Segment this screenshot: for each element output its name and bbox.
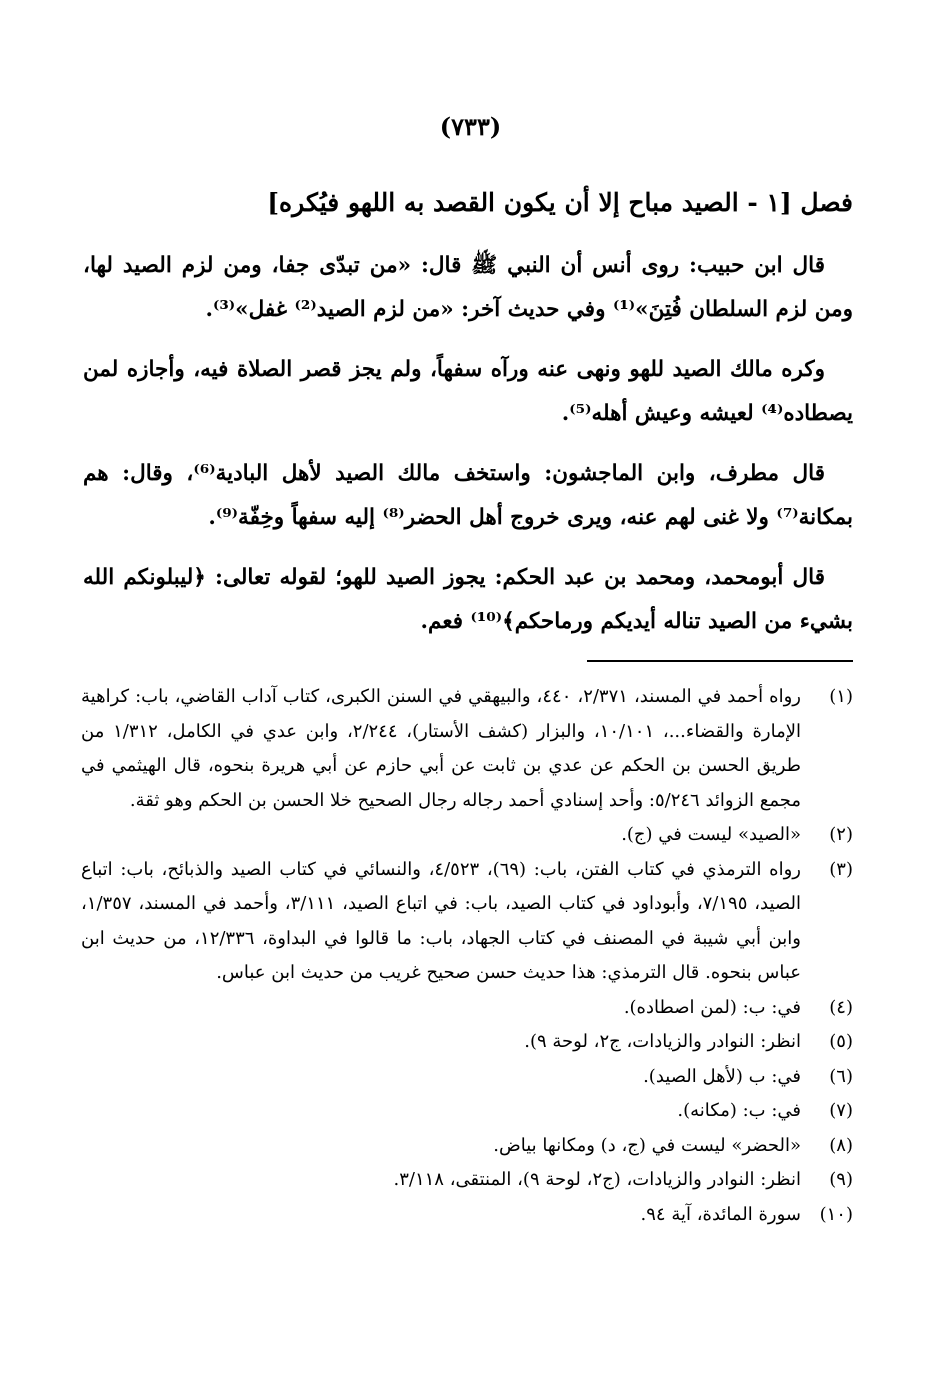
footnote-number: (٤)	[829, 996, 853, 1018]
footnote-text: رواه الترمذي في كتاب الفتن، باب: (٦٩)، ٤/٥٢٣، والنسائي في كتاب الصيد والذبائح، باب: اتباع الصيد، ٧/١٩٥، وأبوداود في كتاب الصيد، باب: في اتباع الصيد، ٣/١١١، وأحمد في المسند، ١/٣٥٧، وابن أبي شيبة في المصنف في كتاب الجهاد، باب: ما قالوا في البداوة، ١٢/٣٣٦، من حديث ابن عباس بنحوه. قال الترمذي: هذا حديث حسن صحيح غريب من حديث ابن عباس.	[81, 858, 801, 983]
footnote	[81, 1060, 853, 1095]
footnote-text: في: ب: (مكانه).	[677, 1100, 801, 1121]
footnote-number: (٥)	[829, 1031, 853, 1052]
footnote-text: سورة المائدة، آية ٩٤.	[640, 1203, 801, 1225]
footnote-number: (٣)	[829, 858, 853, 880]
footnote	[81, 1163, 853, 1198]
footnote-text: في: ب (لأهل الصيد).	[643, 1065, 801, 1087]
footnote-text: رواه أحمد في المسند، ٢/٣٧١، ٤٤٠، والبيهقي في السنن الكبرى، كتاب آداب القاضي، باب: كراهية الإمارة والقضاء...، ١٠/١٠١، والبزار (كشف الأستار)، ٢/٢٤٤، وابن عدي في الكامل، ١/٣١٢ من طريق الحسن بن الحكم عن عدي بن ثابت عن أبي حازم عن أبي هريرة بنحوه، قال الهيثمي في مجمع الزوائد ٥/٢٤٦: وأحد إسنادي أحمد رجاله رجال الصحيح خلا الحسن بن الحكم وهو ثقة.	[81, 686, 802, 811]
paragraph: قال مطرف، وابن الماجشون: واستخف مالك الصيد لأهل البادية⁽⁶⁾، وقال: هم بمكانة⁽⁷⁾ ولا غنى لهم عنه، ويرى خروج أهل الحضر⁽⁸⁾ إليه سفهاً وخِفّة⁽⁹⁾.	[83, 461, 853, 530]
footnote	[81, 1198, 853, 1233]
footnote-number: (٩)	[829, 1169, 853, 1190]
footnote	[81, 680, 853, 818]
footnote-number: (٨)	[829, 1134, 853, 1156]
footnotes	[81, 680, 853, 1232]
page-number: (٧٣٣)	[439, 112, 502, 141]
section-heading: فصل [١ - الصيد مباح إلا أن يكون القصد به اللهو فيُكره]	[267, 188, 853, 217]
footnote	[81, 991, 853, 1026]
paragraph: قال ابن حبيب: روى أنس أن النبي ﷺ قال: «من تبدّى جفا، ومن لزم الصيد لها، ومن لزم السلطان فُتِنَ»⁽¹⁾ وفي حديث آخر: «من لزم الصيد⁽²⁾ غفل»⁽³⁾.	[83, 253, 853, 322]
footnote	[81, 1129, 853, 1164]
main-text	[83, 244, 853, 660]
paragraph: وكره مالك الصيد للهو ونهى عنه ورآه سفهاً، ولم يجز قصر الصلاة فيه، وأجازه لمن يصطاده⁽⁴⁾ لعيشه وعيش أهله⁽⁵⁾.	[83, 357, 853, 426]
footnote-number: (١)	[829, 686, 853, 707]
footnote-text: انظر: النوادر والزيادات، ج٢، لوحة ٩).	[524, 1031, 801, 1052]
footnote	[81, 818, 853, 853]
footnote-separator	[587, 660, 853, 662]
footnote	[81, 1094, 853, 1129]
footnote-text: انظر: النوادر والزيادات، (ج٢، لوحة ٩)، المنتقى، ٣/١١٨.	[393, 1169, 801, 1190]
footnote-number: (٢)	[829, 824, 853, 845]
footnote-number: (٦)	[829, 1065, 853, 1087]
footnote-number: (٧)	[829, 1100, 853, 1121]
footnote	[81, 1025, 853, 1060]
footnote-number: (١٠)	[819, 1203, 853, 1225]
footnote-text: في: ب: (لمن اصطاده).	[623, 996, 801, 1018]
footnote	[81, 853, 853, 991]
footnote-text: «الصيد» ليست في (ج).	[621, 824, 801, 845]
footnote-text: «الحضر» ليست في (ج، د) ومكانها بياض.	[493, 1134, 801, 1156]
paragraph: قال أبومحمد، ومحمد بن عبد الحكم: يجوز الصيد للهو؛ لقوله تعالى: ﴿ليبلونكم الله بشيء من الصيد تناله أيديكم ورماحكم﴾⁽¹⁰⁾ فعم.	[83, 565, 853, 634]
